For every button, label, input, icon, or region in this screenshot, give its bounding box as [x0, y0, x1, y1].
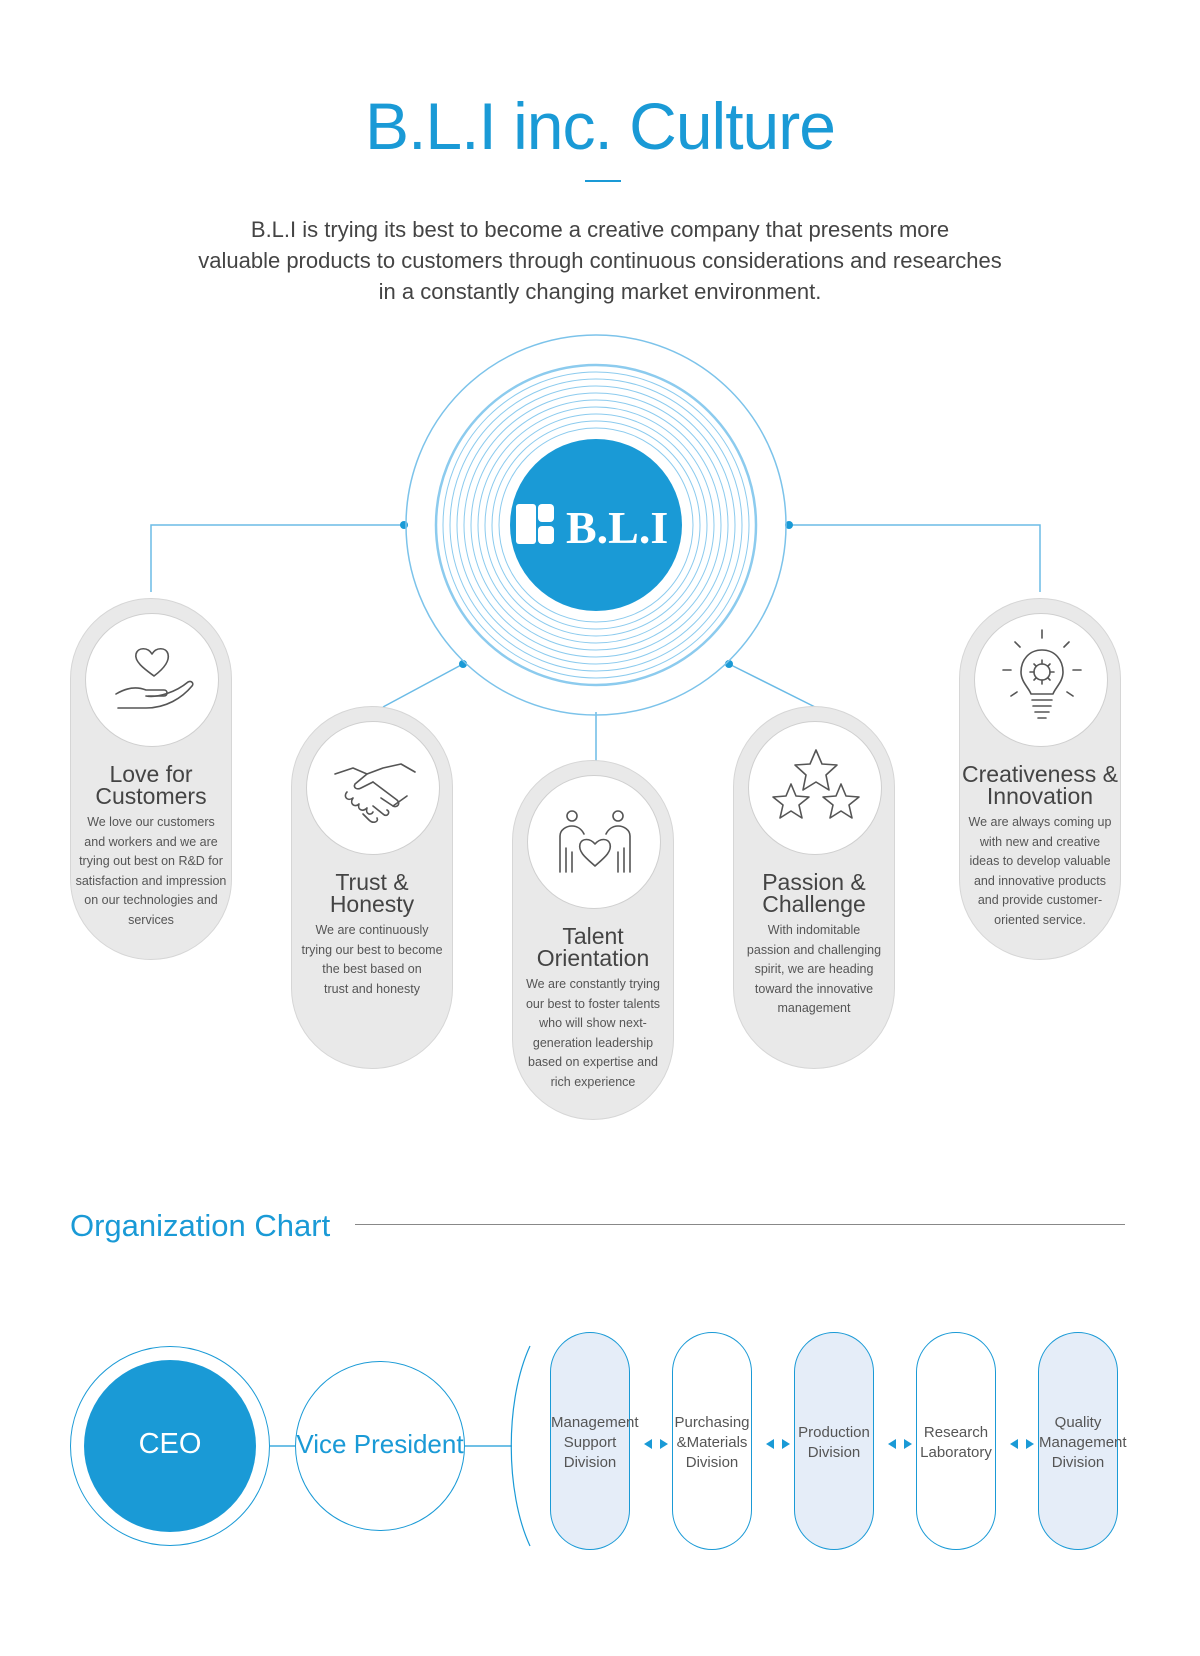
desc-line: rich experience: [550, 1074, 636, 1089]
division-label-line: Division: [1051, 1454, 1105, 1471]
desc-line: services: [128, 912, 174, 927]
division-label-line: Division: [807, 1444, 861, 1461]
value-title-line: Honesty: [329, 891, 415, 917]
division-label-line: Division: [563, 1454, 617, 1471]
desc-line: who will show next-: [539, 1016, 647, 1030]
desc-line: and provide customer-: [977, 893, 1103, 907]
desc-line: We are constantly trying: [526, 977, 660, 991]
division-label-line: Management: [1039, 1434, 1127, 1451]
desc-line: passion and challenging: [746, 942, 882, 957]
desc-line: generation leadership: [532, 1035, 654, 1050]
division-label: [673, 1413, 751, 1473]
desc-line: We are always coming up: [968, 815, 1112, 829]
desc-line: We are continuously: [315, 923, 429, 937]
desc-line: management: [777, 1001, 851, 1015]
division-research-laboratory: [916, 1332, 996, 1550]
intro-line: in a constantly changing market environment.: [378, 279, 822, 304]
value-title-line: Orientation: [536, 945, 650, 971]
desc-line: toward the innovative: [754, 981, 874, 996]
ceo-label: CEO: [138, 1428, 202, 1460]
division-label-line: Production: [798, 1424, 870, 1441]
division-label: [1039, 1413, 1127, 1473]
desc-line: satisfaction and impression: [75, 873, 227, 888]
hub-logo-text: B.L.I: [566, 502, 669, 553]
division-bracket: [511, 1346, 530, 1546]
value-title-line: Innovation: [986, 783, 1094, 809]
intro-line: B.L.I is trying its best to become a creative company that presents more: [250, 217, 950, 242]
division-purchasing-materials: [672, 1332, 752, 1550]
division-label: [551, 1413, 639, 1473]
org-chart-heading: Organization Chart: [70, 1208, 331, 1243]
desc-line: With indomitable: [767, 923, 861, 937]
value-title-line: Trust &: [335, 869, 409, 895]
value-title-line: Talent: [562, 923, 624, 949]
division-quality-management: [1038, 1332, 1127, 1550]
desc-line: the best based on: [322, 962, 422, 976]
division-label-line: Division: [685, 1454, 739, 1471]
division-label-line: Quality: [1054, 1414, 1102, 1431]
division-label-line: Purchasing: [674, 1414, 750, 1431]
division-management-support: [550, 1332, 639, 1550]
division-label: [917, 1423, 995, 1463]
value-title-line: Customers: [95, 783, 207, 809]
desc-line: our best to foster talents: [525, 996, 661, 1011]
desc-line: and innovative products: [973, 873, 1107, 888]
desc-line: and workers and we are: [84, 834, 218, 849]
intro-line: valuable products to customers through continuous considerations and researches: [198, 248, 1002, 273]
division-production: [794, 1332, 874, 1550]
desc-line: trying our best to become: [301, 942, 443, 957]
vice-president-label: Vice President: [296, 1429, 464, 1459]
division-label-line: Laboratory: [920, 1444, 992, 1461]
value-title-line: Creativeness &: [962, 761, 1118, 787]
division-label-line: Management: [551, 1414, 639, 1431]
division-label-line: Support: [563, 1434, 617, 1451]
desc-line: spirit, we are heading: [754, 962, 874, 976]
desc-line: ideas to develop valuable: [969, 854, 1111, 868]
value-title-line: Passion &: [762, 869, 866, 895]
desc-line: based on expertise and: [528, 1055, 658, 1069]
desc-line: with new and creative: [979, 834, 1101, 849]
division-label-line: Research: [923, 1424, 989, 1441]
division-label-line: &Materials: [676, 1434, 748, 1451]
division-label: [795, 1423, 873, 1463]
desc-line: on our technologies and: [84, 893, 218, 907]
page-title: B.L.I inc. Culture: [365, 89, 835, 163]
desc-line: trying out best on R&D for: [79, 854, 223, 868]
desc-line: We love our customers: [87, 815, 215, 829]
value-title-line: Love for: [109, 761, 193, 787]
desc-line: trust and honesty: [324, 981, 420, 996]
value-title-line: Challenge: [762, 891, 866, 917]
desc-line: oriented service.: [994, 912, 1086, 927]
